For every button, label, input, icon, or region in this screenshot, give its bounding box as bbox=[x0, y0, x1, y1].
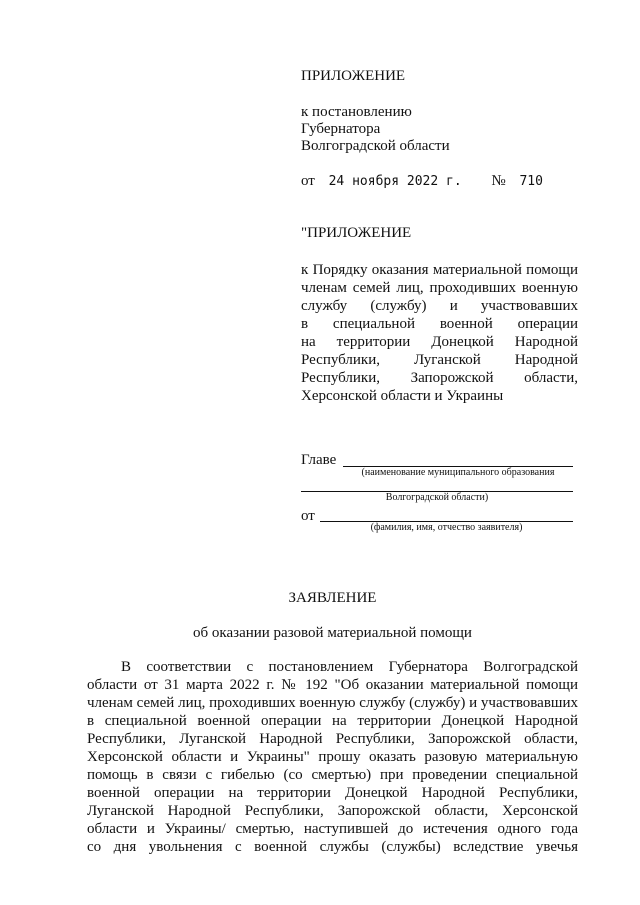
from-label: от bbox=[301, 173, 315, 189]
inner-line-6: Республики, Луганской Народной bbox=[301, 352, 578, 368]
statement-body bbox=[87, 658, 578, 856]
inner-line-7: Республики, Запорожской области, bbox=[301, 370, 578, 386]
to-label: Главе bbox=[301, 452, 337, 468]
body-line-11: со дня увольнения с военной службы (службы) вследствие увечья bbox=[87, 839, 578, 855]
body-line-4: в специальной военной операции на территории Донецкой Народной bbox=[87, 713, 578, 729]
inner-line-2: членам семей лиц, проходивших военную bbox=[301, 280, 578, 296]
body-line-8: военной операции на территории Донецкой Народной Республики, bbox=[87, 785, 578, 801]
inner-line-5: на территории Донецкой Народной bbox=[301, 334, 578, 350]
resolution-date: 24 ноября 2022 г. bbox=[328, 174, 462, 189]
body-line-3: членам семей лиц, проходивших военную службу (службу) и участвовавших bbox=[87, 695, 578, 711]
body-line-1: В соответствии с постановлением Губернатора Волгоградской bbox=[121, 659, 578, 675]
hint-region: Волгоградской области) bbox=[385, 492, 489, 503]
inner-line-3: службу (службу) и участвовавших bbox=[301, 298, 578, 314]
attachment-line-2: Губернатора bbox=[301, 121, 381, 137]
attachment-heading: ПРИЛОЖЕНИЕ bbox=[301, 68, 406, 84]
inner-attachment-heading: "ПРИЛОЖЕНИЕ bbox=[301, 225, 412, 241]
statement-subtitle: об оказании разовой материальной помощи bbox=[193, 625, 472, 641]
hint-municipality: (наименование муниципального образования bbox=[361, 467, 555, 478]
inner-line-8: Херсонской области и Украины bbox=[301, 388, 504, 404]
inner-line-4: в специальной военной операции bbox=[301, 316, 578, 332]
inner-line-1: к Порядку оказания материальной помощи bbox=[301, 262, 578, 278]
body-line-7: помощь в связи с гибелью (со смертью) при проведении специальной bbox=[87, 767, 578, 783]
inner-attachment-text bbox=[301, 261, 578, 405]
number-sign: № bbox=[491, 173, 506, 189]
body-line-10: области и Украины/ смертью, наступившей до истечения одного года bbox=[87, 821, 578, 837]
attachment-line-3: Волгоградской области bbox=[301, 138, 450, 154]
body-line-2: области от 31 марта 2022 г. № 192 "Об оказании материальной помощи bbox=[87, 677, 578, 693]
body-line-9: Луганской Народной Республики, Запорожской области, Херсонской bbox=[87, 803, 578, 819]
attachment-line-1: к постановлению bbox=[301, 104, 412, 120]
statement-title: ЗАЯВЛЕНИЕ bbox=[288, 590, 377, 606]
attachment-date-row bbox=[301, 172, 543, 191]
body-line-6: Херсонской области и Украины" прошу оказать разовую материальную bbox=[87, 749, 578, 765]
body-line-5: Республики, Луганской Народной Республики, Запорожской области, bbox=[87, 731, 578, 747]
hint-applicant-name: (фамилия, имя, отчество заявителя) bbox=[370, 522, 523, 533]
from-applicant-label: от bbox=[301, 508, 315, 524]
resolution-number: 710 bbox=[519, 174, 543, 189]
